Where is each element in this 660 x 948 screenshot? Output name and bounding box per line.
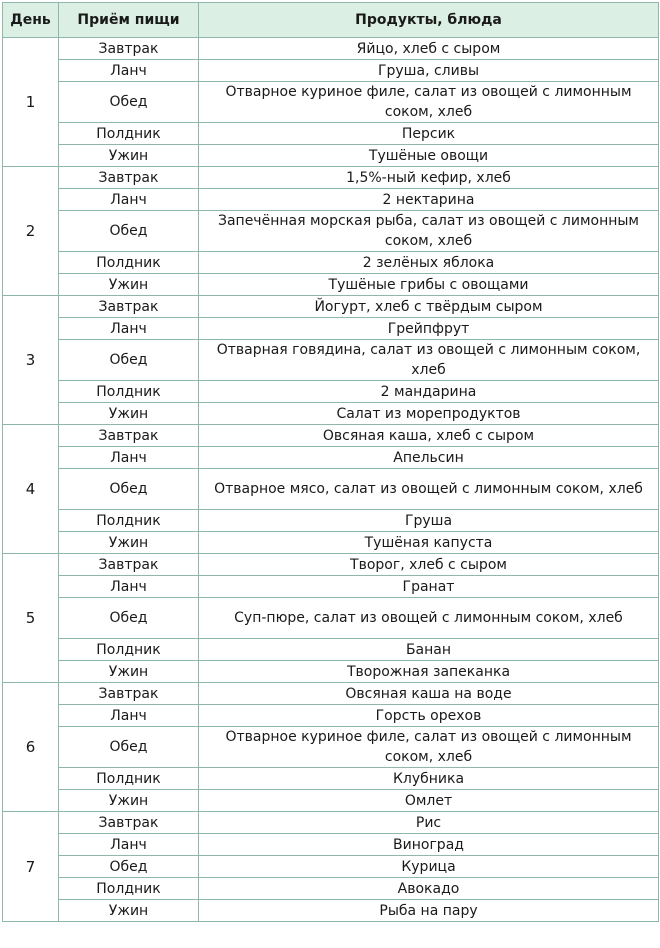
day-number-cell: 7 xyxy=(3,812,59,922)
food-cell: Гранат xyxy=(199,576,659,598)
food-cell: Отварная говядина, салат из овощей с лимонным соком, хлеб xyxy=(199,340,659,381)
header-row xyxy=(3,3,659,38)
table-row xyxy=(3,727,659,768)
day-number-cell: 5 xyxy=(3,554,59,683)
table-row xyxy=(3,878,659,900)
table-row xyxy=(3,768,659,790)
table-row xyxy=(3,683,659,705)
table-row xyxy=(3,639,659,661)
meal-name-cell: Обед xyxy=(59,340,199,381)
header-meal: Приём пищи xyxy=(59,3,199,38)
table-row xyxy=(3,705,659,727)
food-cell: Авокадо xyxy=(199,878,659,900)
table-row xyxy=(3,554,659,576)
food-cell: Грейпфрут xyxy=(199,318,659,340)
food-cell: Курица xyxy=(199,856,659,878)
table-row xyxy=(3,340,659,381)
food-cell: Творог, хлеб с сыром xyxy=(199,554,659,576)
table-row xyxy=(3,252,659,274)
meal-name-cell: Полдник xyxy=(59,123,199,145)
food-cell: Отварное мясо, салат из овощей с лимонным соком, хлеб xyxy=(199,469,659,510)
meal-name-cell: Полдник xyxy=(59,878,199,900)
meal-name-cell: Обед xyxy=(59,856,199,878)
table-row xyxy=(3,167,659,189)
table-row xyxy=(3,274,659,296)
meal-name-cell: Ужин xyxy=(59,661,199,683)
food-cell: Отварное куриное филе, салат из овощей с лимонным соком, хлеб xyxy=(199,727,659,768)
food-cell: Творожная запеканка xyxy=(199,661,659,683)
food-cell: Тушёные овощи xyxy=(199,145,659,167)
food-cell: Омлет xyxy=(199,790,659,812)
food-cell: Овсяная каша, хлеб с сыром xyxy=(199,425,659,447)
table-row xyxy=(3,661,659,683)
food-cell: Салат из морепродуктов xyxy=(199,403,659,425)
meal-name-cell: Завтрак xyxy=(59,167,199,189)
table-row xyxy=(3,790,659,812)
table-row xyxy=(3,318,659,340)
food-cell: 2 нектарина xyxy=(199,189,659,211)
table-row xyxy=(3,532,659,554)
food-cell: 1,5%-ный кефир, хлеб xyxy=(199,167,659,189)
meal-name-cell: Завтрак xyxy=(59,683,199,705)
meal-name-cell: Ланч xyxy=(59,576,199,598)
meal-name-cell: Обед xyxy=(59,82,199,123)
meal-name-cell: Ужин xyxy=(59,900,199,922)
food-cell: 2 зелёных яблока xyxy=(199,252,659,274)
food-cell: Суп-пюре, салат из овощей с лимонным соком, хлеб xyxy=(199,598,659,639)
table-row xyxy=(3,403,659,425)
meal-name-cell: Ужин xyxy=(59,403,199,425)
table-row xyxy=(3,812,659,834)
table-row xyxy=(3,381,659,403)
table-row xyxy=(3,189,659,211)
food-cell: Апельсин xyxy=(199,447,659,469)
table-row xyxy=(3,510,659,532)
table-row xyxy=(3,123,659,145)
table-row xyxy=(3,38,659,60)
food-cell: Отварное куриное филе, салат из овощей с лимонным соком, хлеб xyxy=(199,82,659,123)
table-row xyxy=(3,598,659,639)
table-header xyxy=(3,3,659,38)
food-cell: Тушёная капуста xyxy=(199,532,659,554)
header-food: Продукты, блюда xyxy=(199,3,659,38)
food-cell: Виноград xyxy=(199,834,659,856)
meal-name-cell: Полдник xyxy=(59,639,199,661)
meal-name-cell: Завтрак xyxy=(59,38,199,60)
table-row xyxy=(3,296,659,318)
meal-name-cell: Полдник xyxy=(59,510,199,532)
meal-name-cell: Завтрак xyxy=(59,554,199,576)
meal-plan-table xyxy=(2,2,659,922)
day-number-cell: 4 xyxy=(3,425,59,554)
meal-name-cell: Ланч xyxy=(59,189,199,211)
table-row xyxy=(3,856,659,878)
food-cell: Рис xyxy=(199,812,659,834)
meal-name-cell: Ужин xyxy=(59,790,199,812)
food-cell: Персик xyxy=(199,123,659,145)
table-row xyxy=(3,834,659,856)
food-cell: Рыба на пару xyxy=(199,900,659,922)
meal-name-cell: Обед xyxy=(59,727,199,768)
meal-name-cell: Ланч xyxy=(59,834,199,856)
day-number-cell: 1 xyxy=(3,38,59,167)
meal-name-cell: Ланч xyxy=(59,705,199,727)
food-cell: Запечённая морская рыба, салат из овощей с лимонным соком, хлеб xyxy=(199,211,659,252)
table-row xyxy=(3,447,659,469)
meal-name-cell: Ужин xyxy=(59,532,199,554)
food-cell: Банан xyxy=(199,639,659,661)
meal-name-cell: Ужин xyxy=(59,145,199,167)
meal-name-cell: Завтрак xyxy=(59,296,199,318)
meal-name-cell: Обед xyxy=(59,211,199,252)
day-number-cell: 3 xyxy=(3,296,59,425)
food-cell: Клубника xyxy=(199,768,659,790)
table-row xyxy=(3,576,659,598)
food-cell: Груша, сливы xyxy=(199,60,659,82)
day-number-cell: 6 xyxy=(3,683,59,812)
meal-name-cell: Полдник xyxy=(59,768,199,790)
table-row xyxy=(3,211,659,252)
food-cell: Груша xyxy=(199,510,659,532)
meal-name-cell: Ланч xyxy=(59,447,199,469)
table-row xyxy=(3,469,659,510)
food-cell: Йогурт, хлеб с твёрдым сыром xyxy=(199,296,659,318)
meal-name-cell: Ланч xyxy=(59,318,199,340)
table-row xyxy=(3,900,659,922)
meal-name-cell: Завтрак xyxy=(59,812,199,834)
meal-name-cell: Завтрак xyxy=(59,425,199,447)
header-day: День xyxy=(3,3,59,38)
meal-name-cell: Ужин xyxy=(59,274,199,296)
table-row xyxy=(3,425,659,447)
day-number-cell: 2 xyxy=(3,167,59,296)
food-cell: Яйцо, хлеб с сыром xyxy=(199,38,659,60)
table-body xyxy=(3,38,659,922)
table-row xyxy=(3,82,659,123)
meal-name-cell: Обед xyxy=(59,469,199,510)
table-row xyxy=(3,60,659,82)
food-cell: Тушёные грибы с овощами xyxy=(199,274,659,296)
meal-name-cell: Обед xyxy=(59,598,199,639)
meal-name-cell: Полдник xyxy=(59,252,199,274)
meal-name-cell: Полдник xyxy=(59,381,199,403)
food-cell: Овсяная каша на воде xyxy=(199,683,659,705)
food-cell: Горсть орехов xyxy=(199,705,659,727)
food-cell: 2 мандарина xyxy=(199,381,659,403)
meal-name-cell: Ланч xyxy=(59,60,199,82)
table-row xyxy=(3,145,659,167)
